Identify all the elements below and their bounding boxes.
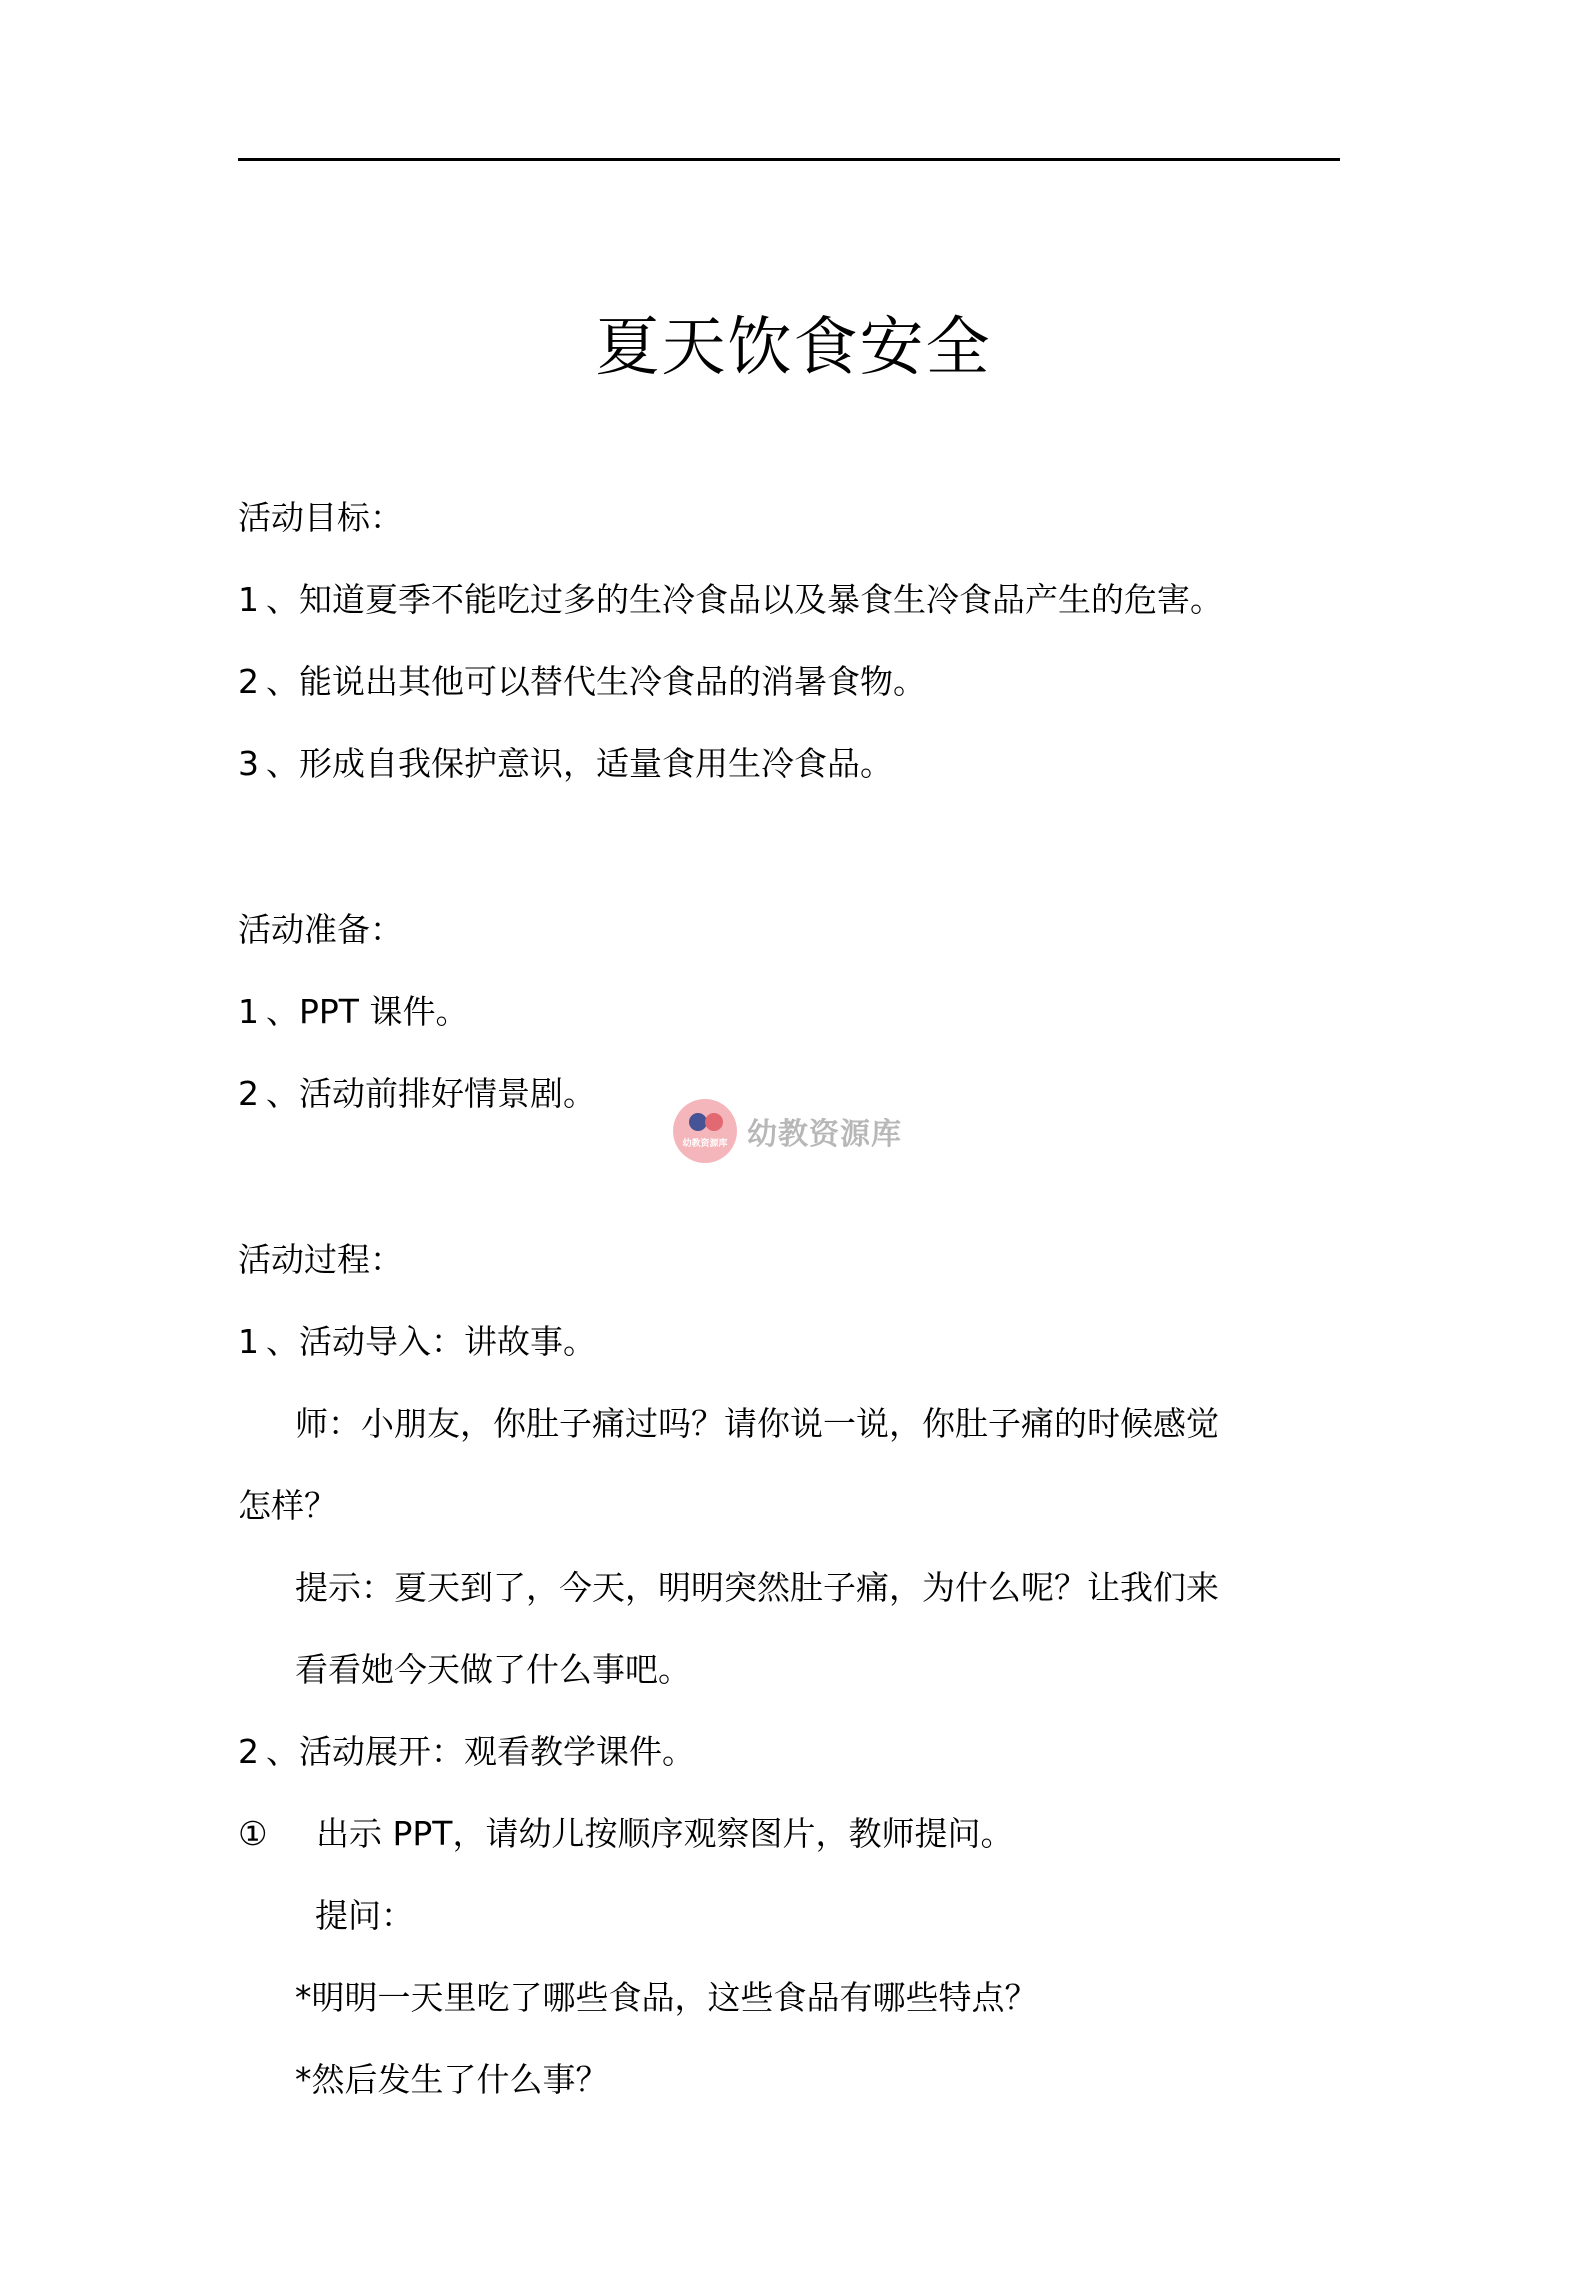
teacher-dialogue-line-2: 怎样？: [238, 1486, 337, 1525]
section-heading-goals: 活动目标：: [238, 498, 403, 537]
question-label: 提问：: [315, 1896, 414, 1935]
substep-1: [238, 1812, 1013, 1856]
girl-face-icon: [705, 1113, 723, 1131]
goal-item-text: 、形成自我保护意识，适量食用生冷食品。: [266, 744, 893, 783]
prep-item-1: [238, 990, 468, 1034]
prep-item-text: 、PPT 课件。: [266, 992, 469, 1031]
prep-item-2: [238, 1072, 596, 1116]
watermark-logo-text: 幼教资源库: [682, 1139, 728, 1149]
goal-item-number: 2: [238, 662, 259, 701]
watermark-text: 幼教资源库: [747, 1117, 902, 1152]
circled-number-marker: ①: [238, 1814, 268, 1853]
document-title: 夏天饮食安全: [595, 311, 992, 385]
section-heading-process: 活动过程：: [238, 1240, 403, 1279]
header-rule: [238, 158, 1340, 161]
prep-item-number: 1: [238, 992, 259, 1031]
goal-item-number: 1: [238, 580, 259, 619]
goal-item-2: [238, 660, 926, 704]
prep-item-text: 、活动前排好情景剧。: [266, 1074, 596, 1113]
hint-line-1: 提示：夏天到了，今天，明明突然肚子痛，为什么呢？让我们来: [295, 1568, 1219, 1607]
watermark-logo-icon: [673, 1099, 737, 1163]
question-item-2: *然后发生了什么事？: [295, 2060, 609, 2099]
goal-item-3: [238, 742, 893, 786]
process-step-text: 、活动导入：讲故事。: [266, 1322, 596, 1361]
process-step-1: [238, 1320, 596, 1364]
section-heading-preparation: 活动准备：: [238, 910, 403, 949]
goal-item-1: [238, 578, 1223, 622]
hint-line-2: 看看她今天做了什么事吧。: [295, 1650, 691, 1689]
process-step-text: 、活动展开：观看教学课件。: [266, 1732, 695, 1771]
substep-text: 出示 PPT，请幼儿按顺序观察图片，教师提问。: [316, 1814, 1014, 1853]
process-step-number: 1: [238, 1322, 259, 1361]
teacher-dialogue-line-1: 师：小朋友，你肚子痛过吗？请你说一说，你肚子痛的时候感觉: [295, 1404, 1219, 1443]
watermark: [673, 1098, 902, 1164]
process-step-number: 2: [238, 1732, 259, 1771]
prep-item-number: 2: [238, 1074, 259, 1113]
goal-item-text: 、知道夏季不能吃过多的生冷食品以及暴食生冷食品产生的危害。: [266, 580, 1223, 619]
goal-item-number: 3: [238, 744, 259, 783]
question-item-1: *明明一天里吃了哪些食品，这些食品有哪些特点？: [295, 1978, 1038, 2017]
process-step-2: [238, 1730, 695, 1774]
goal-item-text: 、能说出其他可以替代生冷食品的消暑食物。: [266, 662, 926, 701]
